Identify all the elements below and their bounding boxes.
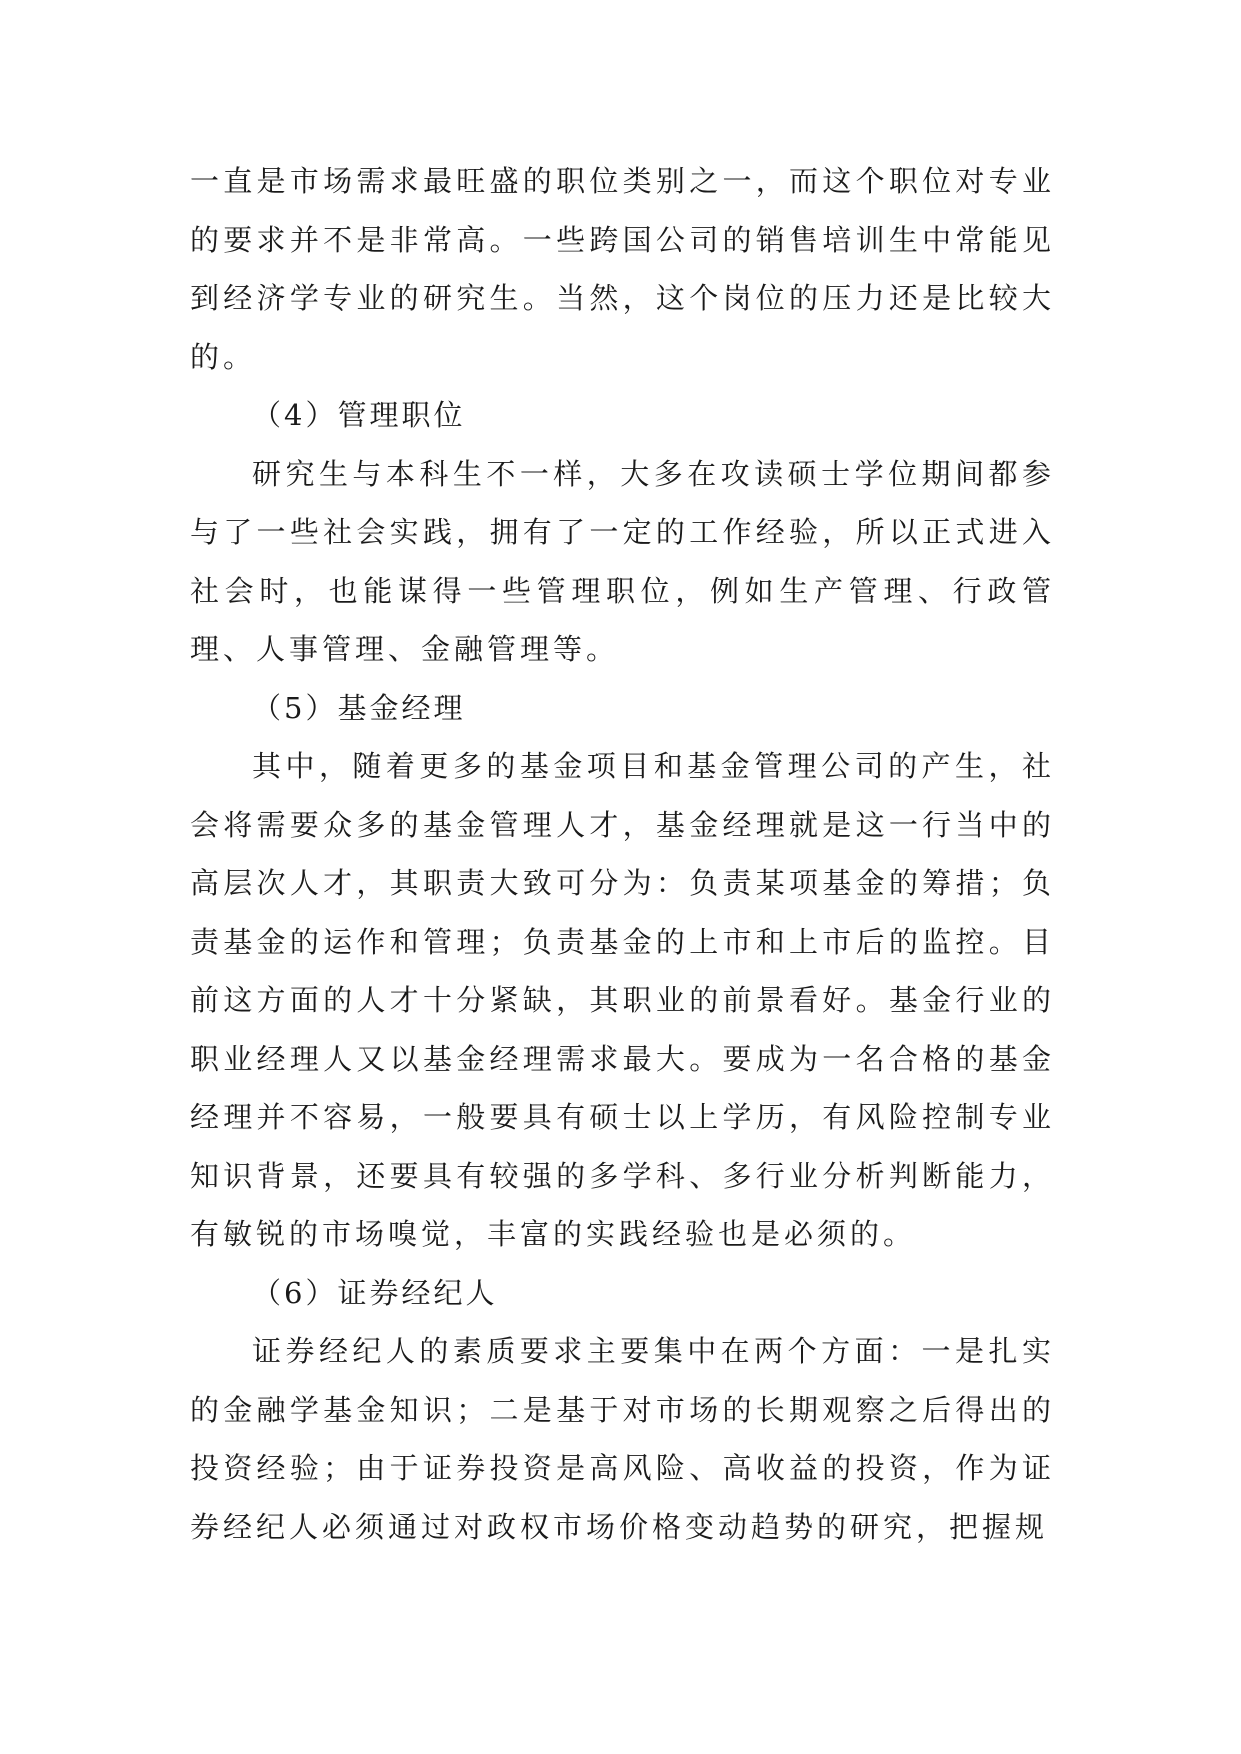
paragraph-securities-broker: 证券经纪人的素质要求主要集中在两个方面：一是扎实的金融学基金知识；二是基于对市场的长期观察之后得出的投资经验；由于证券投资是高风险、高收益的投资，作为证券经纪人必须通过对政权市场价格变动趋势的研究，把握规 [190,1334,1055,1544]
heading-management-positions: （4）管理职位 [252,398,466,432]
paragraph-sales-continued: 一直是市场需求最旺盛的职位类别之一，而这个职位对专业的要求并不是非常高。一些跨国公司的销售培训生中常能见到经济学专业的研究生。当然，这个岗位的压力还是比较大的。 [190,164,1055,374]
paragraph-management-positions: 研究生与本科生不一样，大多在攻读硕士学位期间都参与了一些社会实践，拥有了一定的工作经验，所以正式进入社会时，也能谋得一些管理职位，例如生产管理、行政管理、人事管理、金融管理等。 [190,456,1055,666]
heading-fund-manager: （5）基金经理 [252,690,466,725]
paragraph-fund-manager: 其中，随着更多的基金项目和基金管理公司的产生，社会将需要众多的基金管理人才，基金经理就是这一行当中的高层次人才，其职责大致可分为：负责某项基金的筹措；负责基金的运作和管理；负责基金的上市和上市后的监控。目前这方面的人才十分紧缺，其职业的前景看好。基金行业的职业经理人又以基金经理需求最大。要成为一名合格的基金经理并不容易，一般要具有硕士以上学历，有风险控制专业知识背景，还要具有较强的多学科、多行业分析判断能力，有敏锐的市场嗅觉，丰富的实践经验也是必须的。 [190,749,1055,1251]
document-page [190,152,1055,1556]
heading-securities-broker: （6）证券经纪人 [252,1275,498,1310]
